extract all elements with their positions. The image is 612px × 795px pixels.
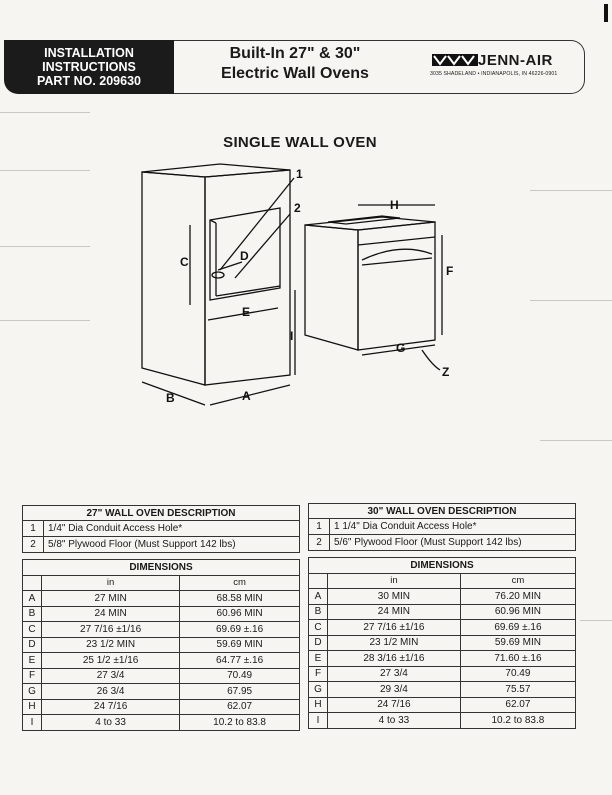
description-table-30: [308, 503, 576, 551]
dimension-label: E: [242, 305, 251, 319]
cm-value: 59.69 MIN: [460, 635, 575, 651]
scan-line: [0, 320, 90, 321]
dimension-label: H: [390, 198, 399, 212]
row-letter: A: [309, 589, 328, 605]
scan-line: [0, 246, 90, 247]
inch-value: 27 MIN: [42, 591, 180, 607]
table-row: [309, 635, 576, 651]
cm-value: 10.2 to 83.8: [460, 713, 575, 729]
brand-address: 3035 SHADELAND • INDIANAPOLIS, IN 46226-0901: [430, 71, 558, 77]
dimension-label: G: [396, 341, 406, 355]
cm-value: 70.49: [180, 668, 300, 684]
column-header: cm: [180, 575, 300, 591]
row-letter: C: [23, 622, 42, 638]
cm-value: 70.49: [460, 666, 575, 682]
table-row: [23, 537, 300, 553]
scan-line: [0, 112, 90, 113]
inch-value: 4 to 33: [42, 715, 180, 731]
row-letter: G: [309, 682, 328, 698]
scan-mark: [604, 4, 608, 22]
row-letter: E: [309, 651, 328, 667]
table-row: [23, 606, 300, 622]
cm-value: 10.2 to 83.8: [180, 715, 300, 731]
row-letter: F: [23, 668, 42, 684]
table-row: [23, 653, 300, 669]
column-header: cm: [460, 573, 575, 589]
brand-name: JENN-AIR: [478, 52, 553, 69]
item-number: 1: [23, 521, 44, 537]
table-row: [23, 668, 300, 684]
table-row: [23, 591, 300, 607]
item-number: 2: [309, 535, 330, 551]
cm-value: 67.95: [180, 684, 300, 700]
row-letter: I: [23, 715, 42, 731]
inch-value: 24 MIN: [328, 604, 461, 620]
row-letter: D: [23, 637, 42, 653]
table-title: 27" WALL OVEN DESCRIPTION: [23, 506, 300, 521]
section-title: SINGLE WALL OVEN: [223, 134, 377, 151]
table-row: [309, 697, 576, 713]
table-row: [309, 604, 576, 620]
table-title: 30" WALL OVEN DESCRIPTION: [309, 504, 576, 519]
inch-value: 23 1/2 MIN: [42, 637, 180, 653]
callout-label: 1: [296, 167, 303, 181]
table-row: [309, 519, 576, 535]
cabinet-front-face: [142, 172, 205, 385]
scan-line: [0, 170, 90, 171]
row-letter: C: [309, 620, 328, 636]
item-number: 1: [309, 519, 330, 535]
inch-value: 27 3/4: [328, 666, 461, 682]
cm-value: 69.69 ±.16: [180, 622, 300, 638]
part-number: PART NO. 209630: [37, 74, 141, 88]
inch-value: 27 7/16 ±1/16: [42, 622, 180, 638]
dimension-label: C: [180, 255, 189, 269]
column-header: in: [328, 573, 461, 589]
row-letter: B: [23, 606, 42, 622]
table-row: [309, 620, 576, 636]
table-row: [309, 535, 576, 551]
description-table-27: [22, 505, 300, 553]
table-row: [309, 713, 576, 729]
inch-value: 24 7/16: [42, 699, 180, 715]
cabinet-top-face: [142, 164, 290, 177]
inch-value: 25 1/2 ±1/16: [42, 653, 180, 669]
title-line: Built-In 27" & 30": [229, 45, 361, 62]
cm-value: 68.58 MIN: [180, 591, 300, 607]
item-text: 5/8" Plywood Floor (Must Support 142 lbs): [44, 537, 300, 553]
dimension-label: D: [240, 249, 249, 263]
cm-value: 69.69 ±.16: [460, 620, 575, 636]
item-number: 2: [23, 537, 44, 553]
row-letter: E: [23, 653, 42, 669]
dimension-label: Z: [442, 365, 450, 379]
cm-value: 62.07: [180, 699, 300, 715]
row-letter: H: [23, 699, 42, 715]
dimensions-table-27: [22, 559, 300, 731]
document-title: [180, 44, 410, 84]
table-row: [23, 622, 300, 638]
table-row: [309, 682, 576, 698]
dimension-label: I: [290, 329, 294, 343]
cm-value: 59.69 MIN: [180, 637, 300, 653]
inch-value: 24 MIN: [42, 606, 180, 622]
title-line: Electric Wall Ovens: [221, 65, 369, 82]
dimension-label: B: [166, 391, 175, 405]
inch-value: 29 3/4: [328, 682, 461, 698]
tag-line: INSTRUCTIONS: [42, 60, 136, 74]
table-title: DIMENSIONS: [23, 560, 300, 576]
cm-value: 60.96 MIN: [460, 604, 575, 620]
scan-line: [530, 300, 612, 301]
inch-value: 28 3/16 ±1/16: [328, 651, 461, 667]
scan-line: [540, 440, 612, 441]
cm-value: 71.60 ±.16: [460, 651, 575, 667]
column-header: in: [42, 575, 180, 591]
dimension-label: F: [446, 264, 454, 278]
inch-value: 26 3/4: [42, 684, 180, 700]
cm-value: 60.96 MIN: [180, 606, 300, 622]
inch-value: 4 to 33: [328, 713, 461, 729]
oven-diagram: [100, 150, 480, 430]
row-letter: F: [309, 666, 328, 682]
oven-side-face: [305, 225, 358, 350]
tag-line: INSTALLATION: [44, 46, 134, 60]
inch-value: 27 3/4: [42, 668, 180, 684]
table-row: [23, 521, 300, 537]
item-text: 1 1/4" Dia Conduit Access Hole*: [330, 519, 576, 535]
installation-tag: [4, 40, 174, 94]
inch-value: 23 1/2 MIN: [328, 635, 461, 651]
row-letter: B: [309, 604, 328, 620]
row-letter: H: [309, 697, 328, 713]
oven-top-face: [305, 217, 435, 230]
row-letter: I: [309, 713, 328, 729]
brand-logo: [432, 52, 553, 69]
table-title: DIMENSIONS: [309, 558, 576, 574]
table-row: [23, 699, 300, 715]
row-letter: D: [309, 635, 328, 651]
brand-chevrons-icon: [432, 54, 478, 66]
table-row: [23, 637, 300, 653]
item-text: 1/4" Dia Conduit Access Hole*: [44, 521, 300, 537]
cm-value: 75.57: [460, 682, 575, 698]
scan-line: [580, 620, 612, 621]
scan-line: [530, 190, 612, 191]
table-row: [23, 684, 300, 700]
dimensions-table-30: [308, 557, 576, 729]
callout-label: 2: [294, 201, 301, 215]
table-row: [23, 715, 300, 731]
cm-value: 76.20 MIN: [460, 589, 575, 605]
item-text: 5/6" Plywood Floor (Must Support 142 lbs): [330, 535, 576, 551]
inch-value: 30 MIN: [328, 589, 461, 605]
cm-value: 62.07: [460, 697, 575, 713]
row-letter: A: [23, 591, 42, 607]
inch-value: 27 7/16 ±1/16: [328, 620, 461, 636]
inch-value: 24 7/16: [328, 697, 461, 713]
oven-top-flange: [328, 216, 400, 224]
conduit-hole: [212, 272, 224, 278]
cm-value: 64.77 ±.16: [180, 653, 300, 669]
dimension-label: A: [242, 389, 251, 403]
table-row: [309, 666, 576, 682]
row-letter: G: [23, 684, 42, 700]
oven-door-handle: [362, 249, 432, 260]
table-row: [309, 589, 576, 605]
table-row: [309, 651, 576, 667]
